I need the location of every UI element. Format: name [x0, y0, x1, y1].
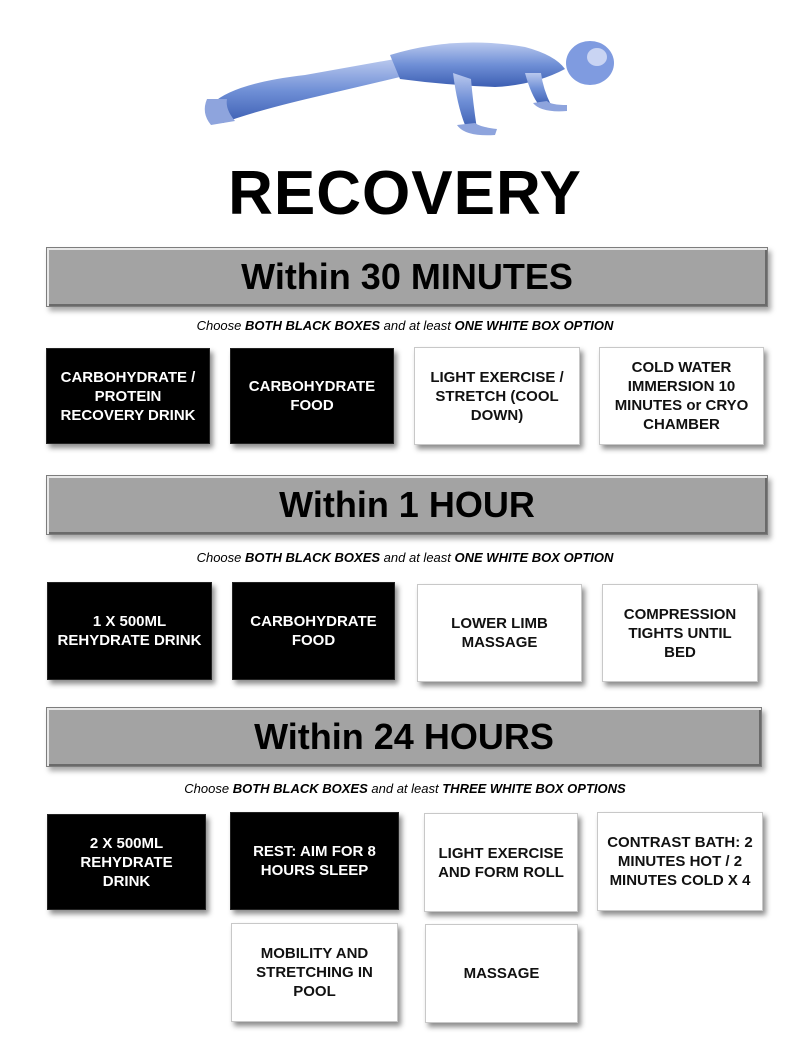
box-compression-tights: COMPRESSION TIGHTS UNTIL BED — [602, 584, 758, 682]
box-contrast-bath: CONTRAST BATH: 2 MINUTES HOT / 2 MINUTES COLD X 4 — [597, 812, 763, 911]
box-1x500ml-rehydrate: 1 X 500ML REHYDRATE DRINK — [47, 582, 212, 680]
box-mobility-stretching-pool: MOBILITY AND STRETCHING IN POOL — [231, 923, 398, 1022]
box-carbohydrate-food-2: CARBOHYDRATE FOOD — [232, 582, 395, 680]
box-carbohydrate-food: CARBOHYDRATE FOOD — [230, 348, 394, 444]
section-heading-30-minutes: Within 30 MINUTES — [46, 247, 768, 307]
section-instruction-1-hour: Choose BOTH BLACK BOXES and at least ONE WHITE BOX OPTION — [196, 550, 614, 565]
box-lower-limb-massage: LOWER LIMB MASSAGE — [417, 584, 582, 682]
box-cold-water-immersion: COLD WATER IMMERSION 10 MINUTES or CRYO CHAMBER — [599, 347, 764, 445]
box-carb-protein-drink: CARBOHYDRATE / PROTEIN RECOVERY DRINK — [46, 348, 210, 444]
box-rest-sleep: REST: AIM FOR 8 HOURS SLEEP — [230, 812, 399, 910]
section-instruction-24-hours: Choose BOTH BLACK BOXES and at least THREE WHITE BOX OPTIONS — [184, 781, 626, 796]
box-light-exercise-stretch: LIGHT EXERCISE / STRETCH (COOL DOWN) — [414, 347, 580, 445]
pushup-anatomy-illustration — [195, 25, 625, 155]
section-heading-24-hours: Within 24 HOURS — [46, 707, 762, 767]
box-massage: MASSAGE — [425, 924, 578, 1023]
box-light-exercise-form-roll: LIGHT EXERCISE AND FORM ROLL — [424, 813, 578, 912]
box-2x500ml-rehydrate: 2 X 500ML REHYDRATE DRINK — [47, 814, 206, 910]
section-instruction-30-minutes: Choose BOTH BLACK BOXES and at least ONE WHITE BOX OPTION — [196, 318, 614, 333]
page-title: RECOVERY — [228, 159, 582, 228]
section-heading-1-hour: Within 1 HOUR — [46, 475, 768, 535]
